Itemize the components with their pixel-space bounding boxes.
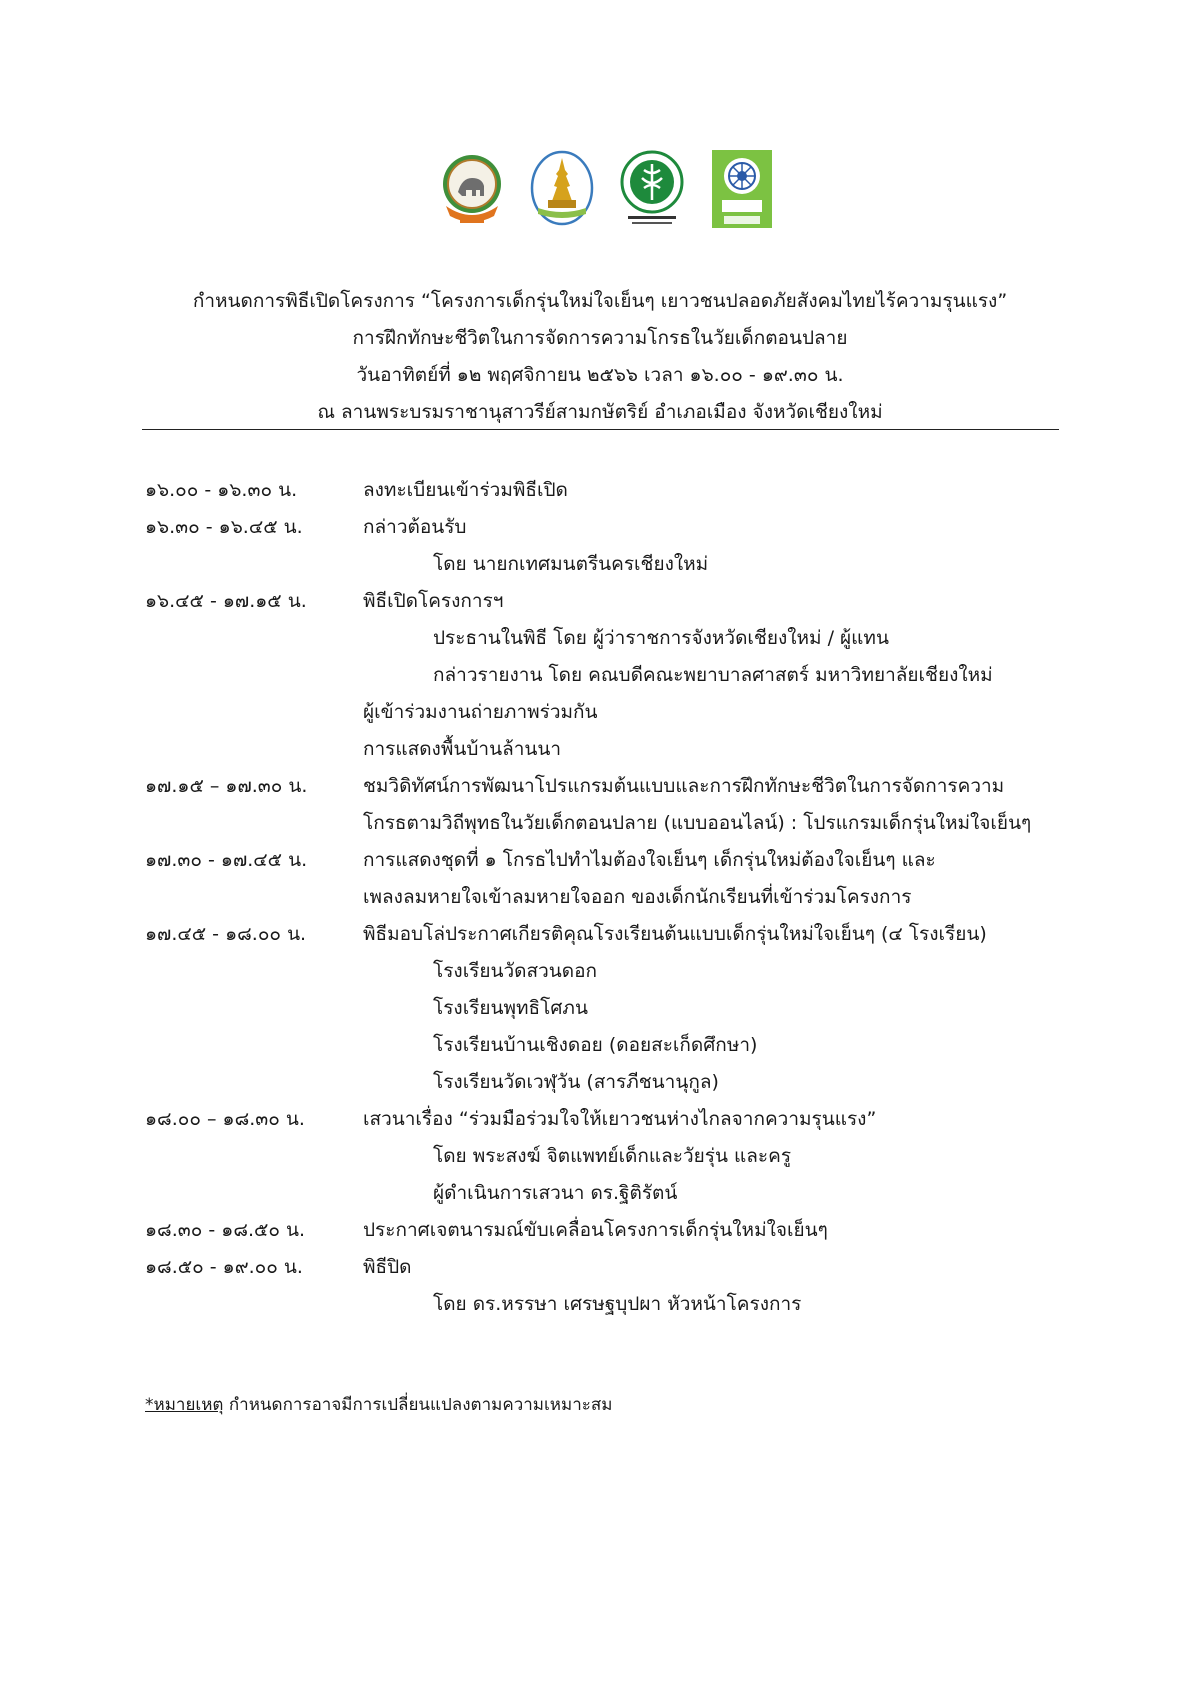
schedule-row: [145, 842, 1065, 879]
header-title: กำหนดการพิธีเปิดโครงการ “โครงการเด็กรุ่นใหม่ใจเย็นๆ เยาวชนปลอดภัยสังคมไทยไร้ความรุนแรง”: [192, 290, 1008, 312]
schedule-row: [145, 1138, 1065, 1175]
schedule-item-text: โดย พระสงฆ์ จิตแพทย์เด็กและวัยรุ่น และครู: [433, 1145, 792, 1167]
footnote-label: *หมายเหตุ: [145, 1395, 224, 1415]
schedule-time: ๑๗.๓๐ - ๑๗.๔๕ น.: [145, 849, 308, 871]
header-divider: [142, 429, 1059, 430]
schedule-row: [145, 805, 1065, 842]
schedule-item-text: โกรธตามวิถีพุทธในวัยเด็กตอนปลาย (แบบออนไลน์) : โปรแกรมเด็กรุ่นใหม่ใจเย็นๆ: [363, 812, 1032, 834]
schedule-item-text: ชมวิดิทัศน์การพัฒนาโปรแกรมต้นแบบและการฝึกทักษะชีวิตในการจัดการความ: [363, 775, 1005, 797]
schedule-time: ๑๗.๑๕ – ๑๗.๓๐ น.: [145, 775, 308, 797]
schedule-item-text: พิธีปิด: [363, 1256, 412, 1278]
schedule-item-text: เสวนาเรื่อง “ร่วมมือร่วมใจให้เยาวชนห่างไกลจากความรุนแรง”: [363, 1108, 877, 1130]
schedule-time: ๑๘.๕๐ - ๑๙.๐๐ น.: [145, 1256, 303, 1278]
nrct-seal-icon: [708, 148, 776, 230]
schedule-row: [145, 1101, 1065, 1138]
schedule-item-text: พิธีมอบโล่ประกาศเกียรติคุณโรงเรียนต้นแบบเด็กรุ่นใหม่ใจเย็นๆ (๔ โรงเรียน): [363, 923, 987, 945]
schedule-row: [145, 768, 1065, 805]
schedule-time: [145, 1286, 363, 1323]
document-header: [0, 283, 1200, 431]
schedule-time: ๑๖.๔๕ - ๑๗.๑๕ น.: [145, 590, 307, 612]
schedule-row: [145, 1027, 1065, 1064]
header-venue: ณ ลานพระบรมราชานุสาวรีย์สามกษัตริย์ อำเภอเมือง จังหวัดเชียงใหม่: [317, 401, 883, 423]
schedule-time: [145, 805, 363, 842]
schedule-time: ๑๖.๐๐ - ๑๖.๓๐ น.: [145, 479, 298, 501]
schedule-item-text: ประกาศเจตนารมณ์ขับเคลื่อนโครงการเด็กรุ่นใหม่ใจเย็นๆ: [363, 1219, 828, 1241]
schedule-time: [145, 731, 363, 768]
schedule-time: ๑๘.๐๐ – ๑๘.๓๐ น.: [145, 1108, 305, 1130]
chiang-mai-municipality-seal-icon: [438, 148, 506, 230]
schedule-time: [145, 546, 363, 583]
schedule-row: [145, 620, 1065, 657]
schedule-item-text: โรงเรียนวัดเวฬุวัน (สารภีชนานุกูล): [433, 1071, 719, 1093]
schedule-item-text: ผู้ดำเนินการเสวนา ดร.ฐิติรัตน์: [433, 1182, 678, 1204]
schedule-row: [145, 1064, 1065, 1101]
ministry-of-public-health-seal-icon: [618, 148, 686, 230]
schedule-row: [145, 1175, 1065, 1212]
schedule-list: [145, 472, 1065, 1323]
schedule-row: [145, 731, 1065, 768]
schedule-item-text: โรงเรียนวัดสวนดอก: [433, 960, 598, 982]
schedule-time: [145, 1027, 363, 1064]
schedule-row: [145, 583, 1065, 620]
schedule-item-text: เพลงลมหายใจเข้าลมหายใจออก ของเด็กนักเรียนที่เข้าร่วมโครงการ: [363, 886, 912, 908]
schedule-item-text: โดย นายกเทศมนตรีนครเชียงใหม่: [433, 553, 709, 575]
schedule-time: [145, 1064, 363, 1101]
schedule-time: [145, 1175, 363, 1212]
schedule-time: [145, 694, 363, 731]
header-subtitle: การฝึกทักษะชีวิตในการจัดการความโกรธในวัยเด็กตอนปลาย: [352, 327, 848, 349]
schedule-item-text: ประธานในพิธี โดย ผู้ว่าราชการจังหวัดเชียงใหม่ / ผู้แทน: [433, 627, 889, 649]
schedule-row: [145, 953, 1065, 990]
schedule-row: [145, 1286, 1065, 1323]
schedule-time: [145, 1138, 363, 1175]
schedule-row: [145, 657, 1065, 694]
logo-row: [0, 148, 1200, 230]
schedule-time: [145, 879, 363, 916]
schedule-item-text: การแสดงชุดที่ ๑ โกรธไปทำไมต้องใจเย็นๆ เด็กรุ่นใหม่ต้องใจเย็นๆ และ: [363, 849, 936, 871]
schedule-item-text: พิธีเปิดโครงการฯ: [363, 590, 504, 612]
schedule-row: [145, 472, 1065, 509]
schedule-time: ๑๖.๓๐ - ๑๖.๔๕ น.: [145, 516, 303, 538]
schedule-item-text: ลงทะเบียนเข้าร่วมพิธีเปิด: [363, 479, 568, 501]
schedule-item-text: โดย ดร.หรรษา เศรษฐบุปผา หัวหน้าโครงการ: [433, 1293, 802, 1315]
schedule-row: [145, 879, 1065, 916]
footnote-text: กำหนดการอาจมีการเปลี่ยนแปลงตามความเหมาะสม: [223, 1395, 613, 1415]
schedule-item-text: การแสดงพื้นบ้านล้านนา: [363, 738, 562, 760]
schedule-row: [145, 694, 1065, 731]
schedule-item-text: ผู้เข้าร่วมงานถ่ายภาพร่วมกัน: [363, 701, 598, 723]
schedule-item-text: กล่าวต้อนรับ: [363, 516, 467, 538]
schedule-item-text: กล่าวรายงาน โดย คณบดีคณะพยาบาลศาสตร์ มหาวิทยาลัยเชียงใหม่: [433, 664, 993, 686]
header-date: วันอาทิตย์ที่ ๑๒ พฤศจิกายน ๒๕๖๖ เวลา ๑๖.๐๐ - ๑๙.๓๐ น.: [356, 364, 844, 386]
schedule-time: [145, 657, 363, 694]
schedule-time: [145, 620, 363, 657]
schedule-item-text: โรงเรียนพุทธิโศภน: [433, 997, 588, 1019]
schedule-row: [145, 990, 1065, 1027]
schedule-time: [145, 990, 363, 1027]
schedule-row: [145, 1212, 1065, 1249]
temple-pagoda-seal-icon: [528, 148, 596, 230]
schedule-time: [145, 953, 363, 990]
schedule-row: [145, 1249, 1065, 1286]
footnote: [145, 1390, 612, 1420]
schedule-row: [145, 546, 1065, 583]
schedule-item-text: โรงเรียนบ้านเชิงดอย (ดอยสะเก็ดศึกษา): [433, 1034, 758, 1056]
schedule-row: [145, 916, 1065, 953]
schedule-time: ๑๘.๓๐ - ๑๘.๕๐ น.: [145, 1219, 306, 1241]
schedule-row: [145, 509, 1065, 546]
schedule-time: ๑๗.๔๕ - ๑๘.๐๐ น.: [145, 923, 307, 945]
